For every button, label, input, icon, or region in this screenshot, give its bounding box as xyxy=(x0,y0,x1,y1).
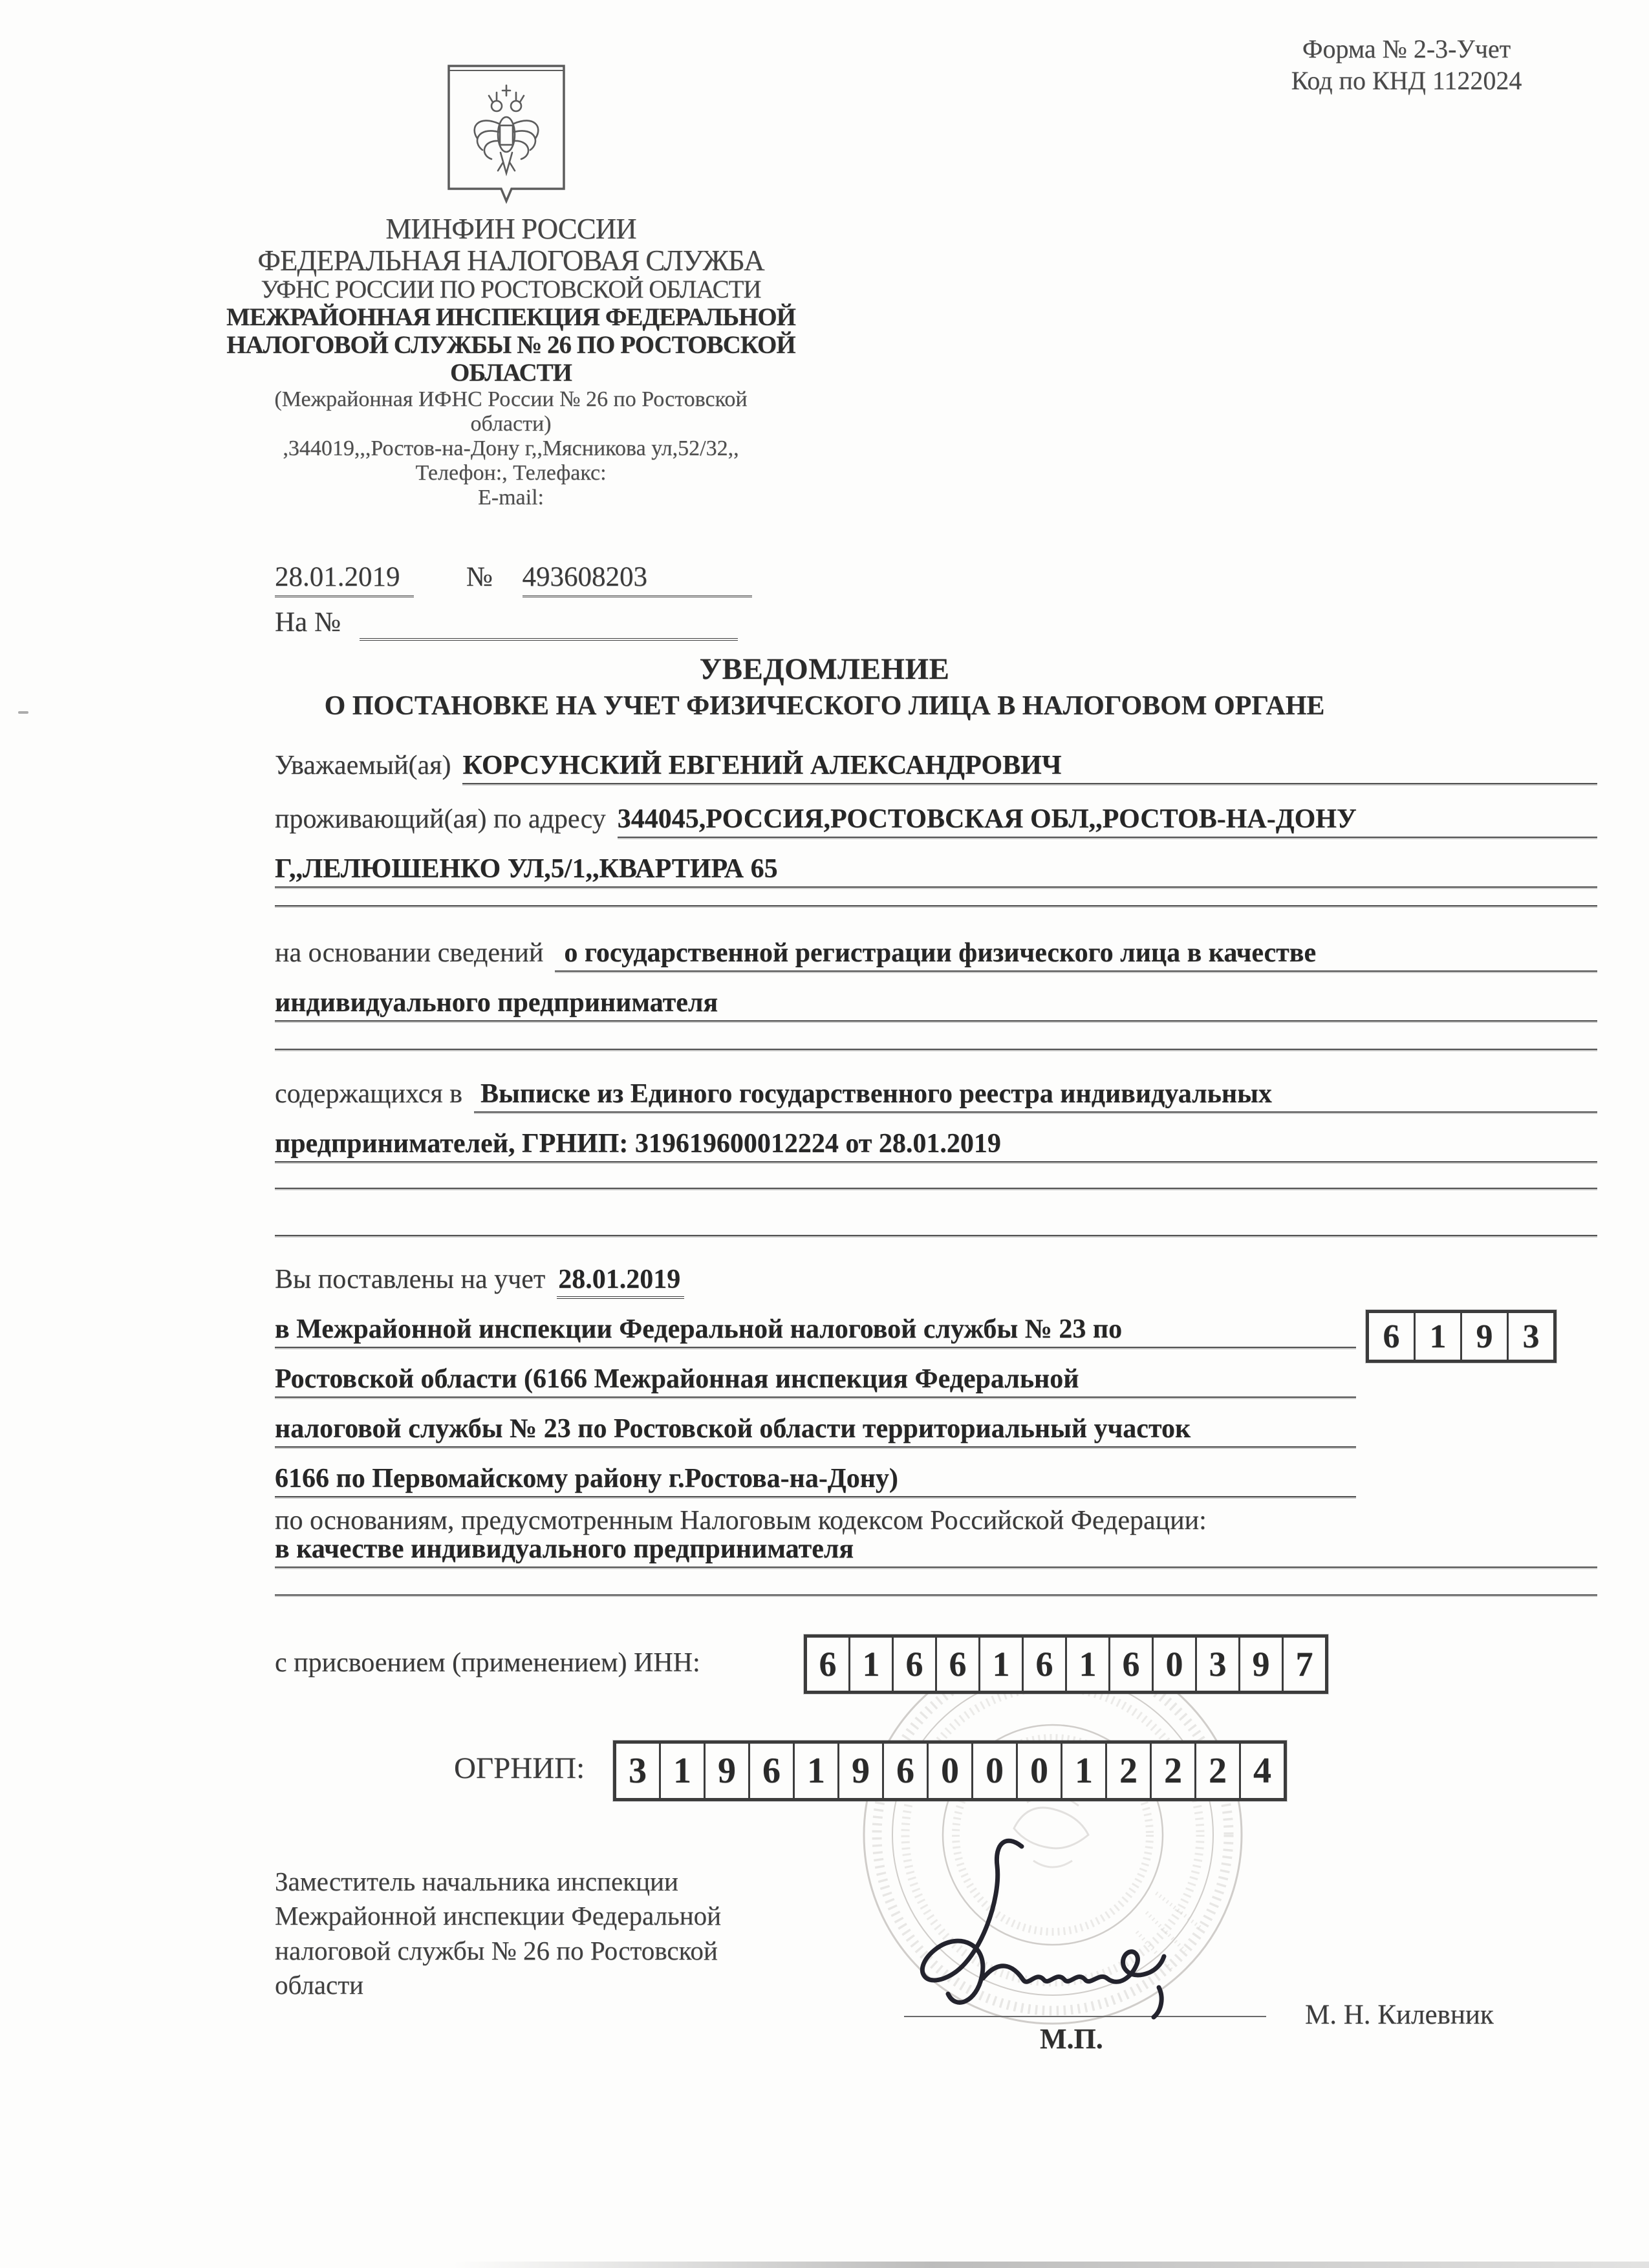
document-title: УВЕДОМЛЕНИЕ xyxy=(699,652,950,686)
reply-to-row xyxy=(275,606,1051,641)
digit-cell: 6 xyxy=(750,1744,795,1798)
digit-cell: 1 xyxy=(850,1638,894,1691)
address-label: проживающий(ая) по адресу xyxy=(275,804,606,834)
salutation-row xyxy=(275,750,1597,784)
digit-cell: 9 xyxy=(706,1744,750,1798)
digit-cell: 1 xyxy=(980,1638,1024,1691)
digit-cell: 0 xyxy=(1154,1638,1197,1691)
inn-digit-boxes xyxy=(804,1634,1328,1694)
ogrnip-label: ОГРНИП: xyxy=(454,1751,585,1785)
reply-to-label: На № xyxy=(275,607,341,637)
inspection-code-boxes xyxy=(1366,1310,1557,1363)
official-name: М. Н. Килевник xyxy=(1305,2000,1494,2030)
official-title-line1: Заместитель начальника инспекции xyxy=(275,1867,678,1896)
letterhead-inspection-3: ОБЛАСТИ xyxy=(450,358,572,387)
address-row xyxy=(275,804,1597,838)
salutation-name: КОРСУНСКИЙ ЕВГЕНИЙ АЛЕКСАНДРОВИЧ xyxy=(462,750,1597,784)
registered-date: 28.01.2019 xyxy=(557,1264,684,1299)
inspection-line1: в Межрайонной инспекции Федеральной налоговой службы № 23 по xyxy=(275,1314,1356,1348)
contained-label: содержащихся в xyxy=(275,1079,463,1109)
reference-row xyxy=(275,561,1051,597)
document-subtitle: О ПОСТАНОВКЕ НА УЧЕТ ФИЗИЧЕСКОГО ЛИЦА В НАЛОГОВОМ ОРГАНЕ xyxy=(324,691,1325,721)
digit-cell: 1 xyxy=(1067,1638,1110,1691)
letterhead-short-name-1: (Межрайонная ИФНС России № 26 по Ростовской xyxy=(274,387,748,411)
reply-to-blank-line xyxy=(360,606,738,641)
inspection-line3: налоговой службы № 23 по Ростовской области территориальный участок xyxy=(275,1413,1356,1448)
letterhead-ministry: МИНФИН РОССИИ xyxy=(385,213,636,245)
digit-cell: 0 xyxy=(1018,1744,1062,1798)
contained-row xyxy=(275,1078,1597,1113)
letterhead-inspection-2: НАЛОГОВОЙ СЛУЖБЫ № 26 ПО РОСТОВСКОЙ xyxy=(226,330,795,359)
knd-code: Код по КНД 1122024 xyxy=(1291,65,1522,95)
digit-cell: 6 xyxy=(1024,1638,1067,1691)
grounds-label: по основаниям, предусмотренным Налоговым кодексом Российской Федерации: xyxy=(275,1506,1207,1535)
form-number: Форма № 2-3-Учет xyxy=(1302,34,1511,63)
digit-cell: 9 xyxy=(1462,1313,1509,1360)
digit-cell: 4 xyxy=(1253,1751,1271,1791)
letterhead-address: ,344019,,,Ростов-на-Дону г,,Мясникова ул,52/32,, xyxy=(283,436,739,460)
blank-underline xyxy=(275,1568,1597,1596)
official-title-line2: Межрайонной инспекции Федеральной xyxy=(275,1901,722,1931)
official-title-block xyxy=(275,1865,844,2002)
blank-underline xyxy=(275,1162,1597,1189)
inn-label: с присвоением (применением) ИНН: xyxy=(275,1648,700,1678)
digit-cell: 2 xyxy=(1107,1744,1152,1798)
contained-value-line1: Выписке из Единого государственного реестра индивидуальных xyxy=(474,1078,1597,1113)
digit-cell: 9 xyxy=(839,1744,884,1798)
digit-cell: 6 xyxy=(1110,1638,1154,1691)
blank-underline xyxy=(275,879,1597,906)
official-title-line4: области xyxy=(275,1969,364,2000)
digit-cell: 6 xyxy=(1369,1313,1416,1360)
contained-value-line2: предпринимателей, ГРНИП: 319619600012224 от 28.01.2019 xyxy=(275,1128,1597,1162)
digit-cell: 1 xyxy=(1416,1313,1462,1360)
letterhead-service: ФЕДЕРАЛЬНАЯ НАЛОГОВАЯ СЛУЖБА xyxy=(257,244,764,277)
address-value-line2: Г,,ЛЕЛЮШЕНКО УЛ,5/1,,КВАРТИРА 65 xyxy=(275,853,1597,888)
basis-value-line2: индивидуального предпринимателя xyxy=(275,987,1597,1022)
scan-artifact-dash xyxy=(18,711,28,714)
letterhead-ufns: УФНС РОССИИ ПО РОСТОВСКОЙ ОБЛАСТИ xyxy=(261,275,761,304)
handwritten-signature-icon xyxy=(918,1835,1229,2029)
number-sign: № xyxy=(466,562,493,592)
basis-label: на основании сведений xyxy=(275,938,544,968)
official-title-line3: налоговой службы № 26 по Ростовской xyxy=(275,1935,718,1965)
digit-cell: 3 xyxy=(1522,1318,1540,1355)
digit-cell: 3 xyxy=(616,1744,661,1798)
ogrnip-digit-boxes xyxy=(613,1740,1287,1801)
digit-cell: 0 xyxy=(973,1744,1018,1798)
letterhead-short-name-2: области) xyxy=(470,411,552,436)
digit-cell: 7 xyxy=(1295,1645,1313,1684)
coat-of-arms-icon xyxy=(445,62,568,208)
form-identifier-block xyxy=(1255,34,1558,97)
digit-cell: 6 xyxy=(937,1638,980,1691)
document-number: 493608203 xyxy=(523,561,752,597)
digit-cell: 1 xyxy=(795,1744,839,1798)
digit-cell: 1 xyxy=(661,1744,706,1798)
document-date: 28.01.2019 xyxy=(275,561,414,597)
letterhead-phone: Телефон:, Телефакс: xyxy=(415,460,607,485)
digit-cell: 2 xyxy=(1196,1744,1241,1798)
grounds-value: в качестве индивидуального предпринимателя xyxy=(275,1534,1597,1568)
stamp-place-label: М.П. xyxy=(1040,2023,1103,2055)
digit-cell: 6 xyxy=(884,1744,929,1798)
digit-cell: 1 xyxy=(1062,1744,1107,1798)
digit-cell: 9 xyxy=(1240,1638,1284,1691)
digit-cell: 3 xyxy=(1197,1638,1240,1691)
basis-value-line1: о государственной регистрации физического лица в качестве xyxy=(555,937,1597,972)
inspection-line2: Ростовской области (6166 Межрайонная инспекция Федеральной xyxy=(275,1364,1356,1398)
registered-label: Вы поставлены на учет xyxy=(275,1265,546,1294)
letterhead-email: E-mail: xyxy=(478,486,544,510)
digit-cell: 6 xyxy=(807,1638,850,1691)
scan-artifact-bottom-edge xyxy=(453,2262,1649,2268)
address-value-line1: 344045,РОССИЯ,РОСТОВСКАЯ ОБЛ,,РОСТОВ-НА-ДОНУ xyxy=(618,804,1597,838)
digit-cell: 6 xyxy=(894,1638,937,1691)
letterhead xyxy=(194,213,828,510)
inspection-line4: 6166 по Первомайскому району г.Ростова-на-Дону) xyxy=(275,1463,1356,1497)
letterhead-inspection-1: МЕЖРАЙОННАЯ ИНСПЕКЦИЯ ФЕДЕРАЛЬНОЙ xyxy=(226,303,796,332)
digit-cell: 0 xyxy=(929,1744,973,1798)
blank-underline xyxy=(275,1209,1597,1236)
digit-cell: 2 xyxy=(1152,1744,1196,1798)
salutation-label: Уважаемый(ая) xyxy=(275,751,451,780)
basis-row xyxy=(275,937,1597,972)
blank-underline xyxy=(275,1023,1597,1050)
registered-row xyxy=(275,1264,1597,1299)
